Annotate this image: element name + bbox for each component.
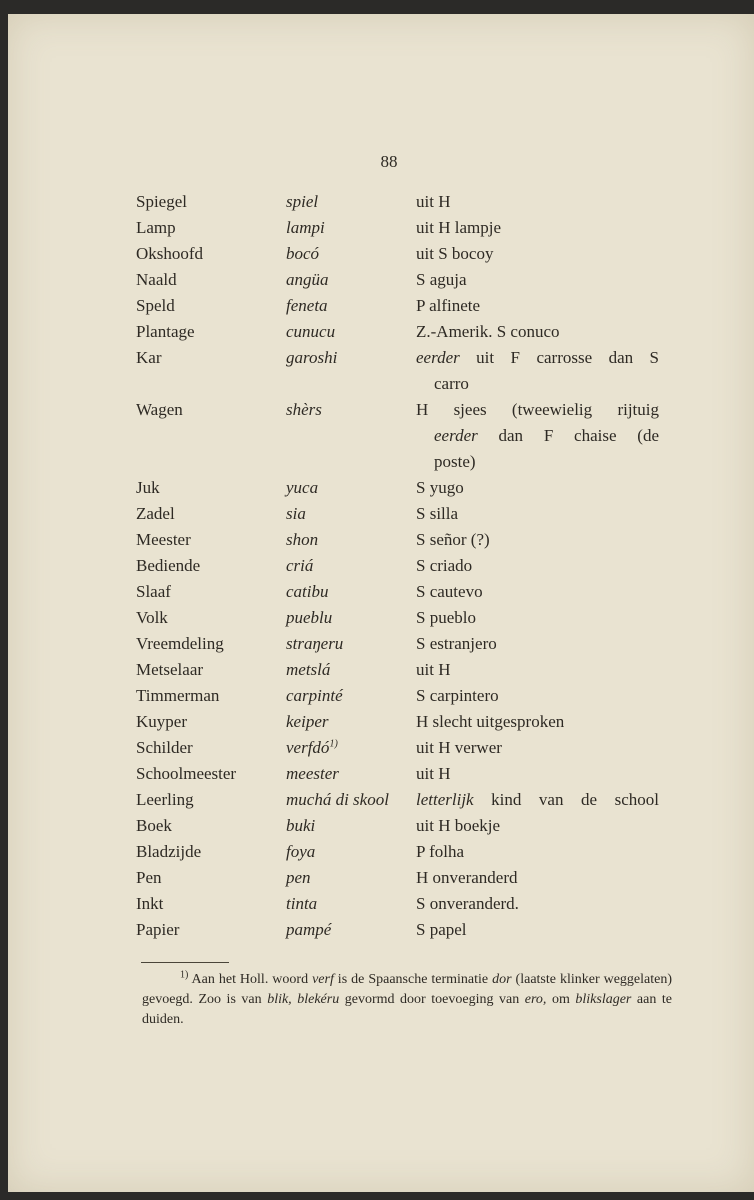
dutch-word: Zadel — [136, 504, 175, 523]
dutch-word: Kuyper — [136, 712, 187, 731]
table-row — [8, 475, 754, 501]
origin-text: S papel — [416, 920, 467, 939]
table-row — [8, 189, 754, 215]
papiamento-word: foya — [286, 842, 316, 861]
origin-emphasis: letterlijk — [416, 790, 474, 809]
dutch-word: Vreemdeling — [136, 634, 224, 653]
origin-rest: dan F chaise (de — [477, 426, 659, 445]
dutch-word: Bladzijde — [136, 842, 202, 861]
footnote-text: (laatste klinker weggelaten) gevoegd. Zoo is van — [142, 972, 672, 1007]
papiamento-word: garoshi — [286, 348, 338, 367]
footnote-reference: 1) — [329, 738, 338, 750]
footnote-text: Aan het Holl. woord — [188, 972, 313, 987]
dutch-word: Wagen — [136, 400, 183, 419]
footnote — [142, 970, 672, 1030]
table-row — [8, 345, 754, 397]
footnote-text: om — [546, 992, 576, 1007]
table-row — [8, 605, 754, 631]
origin-text: Z.-Amerik. S conuco — [416, 322, 560, 341]
papiamento-word: muchá di skool — [286, 790, 389, 809]
papiamento-word: shon — [286, 530, 319, 549]
papiamento-word: criá — [286, 556, 314, 575]
origin-continuation: poste) — [434, 452, 476, 471]
papiamento-word: tinta — [286, 894, 318, 913]
origin-text: S estranjero — [416, 634, 497, 653]
papiamento-word: spiel — [286, 192, 319, 211]
dutch-word: Metselaar — [136, 660, 204, 679]
footnote-emphasis: blik, blekéru — [267, 992, 340, 1007]
table-row — [8, 813, 754, 839]
papiamento-word: bocó — [286, 244, 320, 263]
origin-text: S criado — [416, 556, 473, 575]
table-row — [8, 579, 754, 605]
table-row — [8, 917, 754, 943]
papiamento-word: shèrs — [286, 400, 322, 419]
origin-text: S yugo — [416, 478, 464, 497]
table-row — [8, 735, 754, 761]
origin-text: S silla — [416, 504, 459, 523]
footnote-text: aan te duiden. — [142, 992, 672, 1027]
table-row — [8, 865, 754, 891]
origin-text — [416, 397, 659, 475]
papiamento-word: catibu — [286, 582, 329, 601]
origin-text: S aguja — [416, 270, 467, 289]
origin-emphasis: eerder — [434, 426, 478, 445]
origin-text: uit H — [416, 764, 451, 783]
dutch-word: Naald — [136, 270, 177, 289]
dutch-word: Okshoofd — [136, 244, 204, 263]
dutch-word: Speld — [136, 296, 175, 315]
papiamento-word: metslá — [286, 660, 331, 679]
papiamento-word: buki — [286, 816, 316, 835]
table-row — [8, 241, 754, 267]
dutch-word: Spiegel — [136, 192, 187, 211]
dutch-word: Inkt — [136, 894, 164, 913]
table-row — [8, 683, 754, 709]
table-row — [8, 709, 754, 735]
origin-text: uit H verwer — [416, 738, 502, 757]
origin-text: H onveranderd — [416, 868, 518, 887]
papiamento-word: lampi — [286, 218, 325, 237]
dutch-word: Juk — [136, 478, 160, 497]
table-row — [8, 527, 754, 553]
dutch-word: Schoolmeester — [136, 764, 237, 783]
footnote-text: is de Spaansche terminatie — [333, 972, 493, 987]
dutch-word: Meester — [136, 530, 191, 549]
papiamento-text: verfdó — [286, 738, 330, 757]
dutch-word: Papier — [136, 920, 180, 939]
papiamento-word: angüa — [286, 270, 329, 289]
footnote-marker: 1) — [180, 969, 189, 981]
papiamento-word: pen — [286, 868, 311, 887]
papiamento-word: yuca — [286, 478, 319, 497]
footnote-emphasis: verf — [312, 972, 334, 987]
table-row — [8, 839, 754, 865]
origin-text: S cautevo — [416, 582, 483, 601]
page-number: 88 — [380, 152, 398, 171]
papiamento-word: keiper — [286, 712, 329, 731]
dutch-word: Boek — [136, 816, 172, 835]
table-row — [8, 657, 754, 683]
papiamento-word: straŋeru — [286, 634, 344, 653]
dutch-word: Pen — [136, 868, 162, 887]
origin-text: uit S bocoy — [416, 244, 494, 263]
table-row — [8, 267, 754, 293]
origin-text: uit H — [416, 660, 451, 679]
table-row — [8, 553, 754, 579]
dutch-word: Timmerman — [136, 686, 220, 705]
papiamento-word — [286, 735, 338, 761]
table-row — [8, 891, 754, 917]
origin-rest: uit F carrosse dan S — [459, 348, 659, 367]
table-row — [8, 631, 754, 657]
origin-text: uit H boekje — [416, 816, 501, 835]
book-page — [8, 14, 754, 1192]
table-row — [8, 397, 754, 475]
papiamento-word: meester — [286, 764, 339, 783]
footnote-emphasis: dor — [492, 972, 512, 987]
footnote-emphasis: blikslager — [575, 992, 632, 1007]
origin-text: S onveranderd. — [416, 894, 519, 913]
dutch-word: Slaaf — [136, 582, 171, 601]
origin-text — [416, 787, 659, 813]
origin-text: uit H — [416, 192, 451, 211]
dutch-word: Volk — [136, 608, 168, 627]
table-row — [8, 761, 754, 787]
origin-rest: kind van de school — [473, 790, 659, 809]
papiamento-word: sia — [286, 504, 306, 523]
origin-text: P folha — [416, 842, 465, 861]
papiamento-word: pampé — [286, 920, 332, 939]
papiamento-word: cunucu — [286, 322, 336, 341]
dutch-word: Schilder — [136, 738, 193, 757]
footnote-emphasis: ero, — [524, 992, 547, 1007]
origin-emphasis: eerder — [416, 348, 460, 367]
origin-text: H slecht uitgesproken — [416, 712, 565, 731]
origin-text: S pueblo — [416, 608, 476, 627]
table-row — [8, 787, 754, 813]
footnote-text: gevormd door toevoeging van — [339, 992, 525, 1007]
origin-text: S señor (?) — [416, 530, 490, 549]
origin-continuation: carro — [434, 374, 469, 393]
table-row — [8, 319, 754, 345]
origin-text: uit H lampje — [416, 218, 501, 237]
table-row — [8, 501, 754, 527]
origin-text: S carpintero — [416, 686, 499, 705]
papiamento-word: feneta — [286, 296, 328, 315]
origin-text: P alfinete — [416, 296, 481, 315]
dutch-word: Bediende — [136, 556, 201, 575]
table-row — [8, 215, 754, 241]
dutch-word: Plantage — [136, 322, 195, 341]
table-row — [8, 293, 754, 319]
papiamento-word: carpinté — [286, 686, 343, 705]
papiamento-word: pueblu — [286, 608, 333, 627]
dutch-word: Lamp — [136, 218, 176, 237]
footnote-divider — [141, 962, 229, 963]
origin-line: H sjees (tweewielig rijtuig — [416, 400, 659, 419]
vocabulary-table — [8, 189, 754, 943]
dutch-word: Leerling — [136, 790, 194, 809]
dutch-word: Kar — [136, 348, 162, 367]
origin-text — [416, 345, 659, 397]
